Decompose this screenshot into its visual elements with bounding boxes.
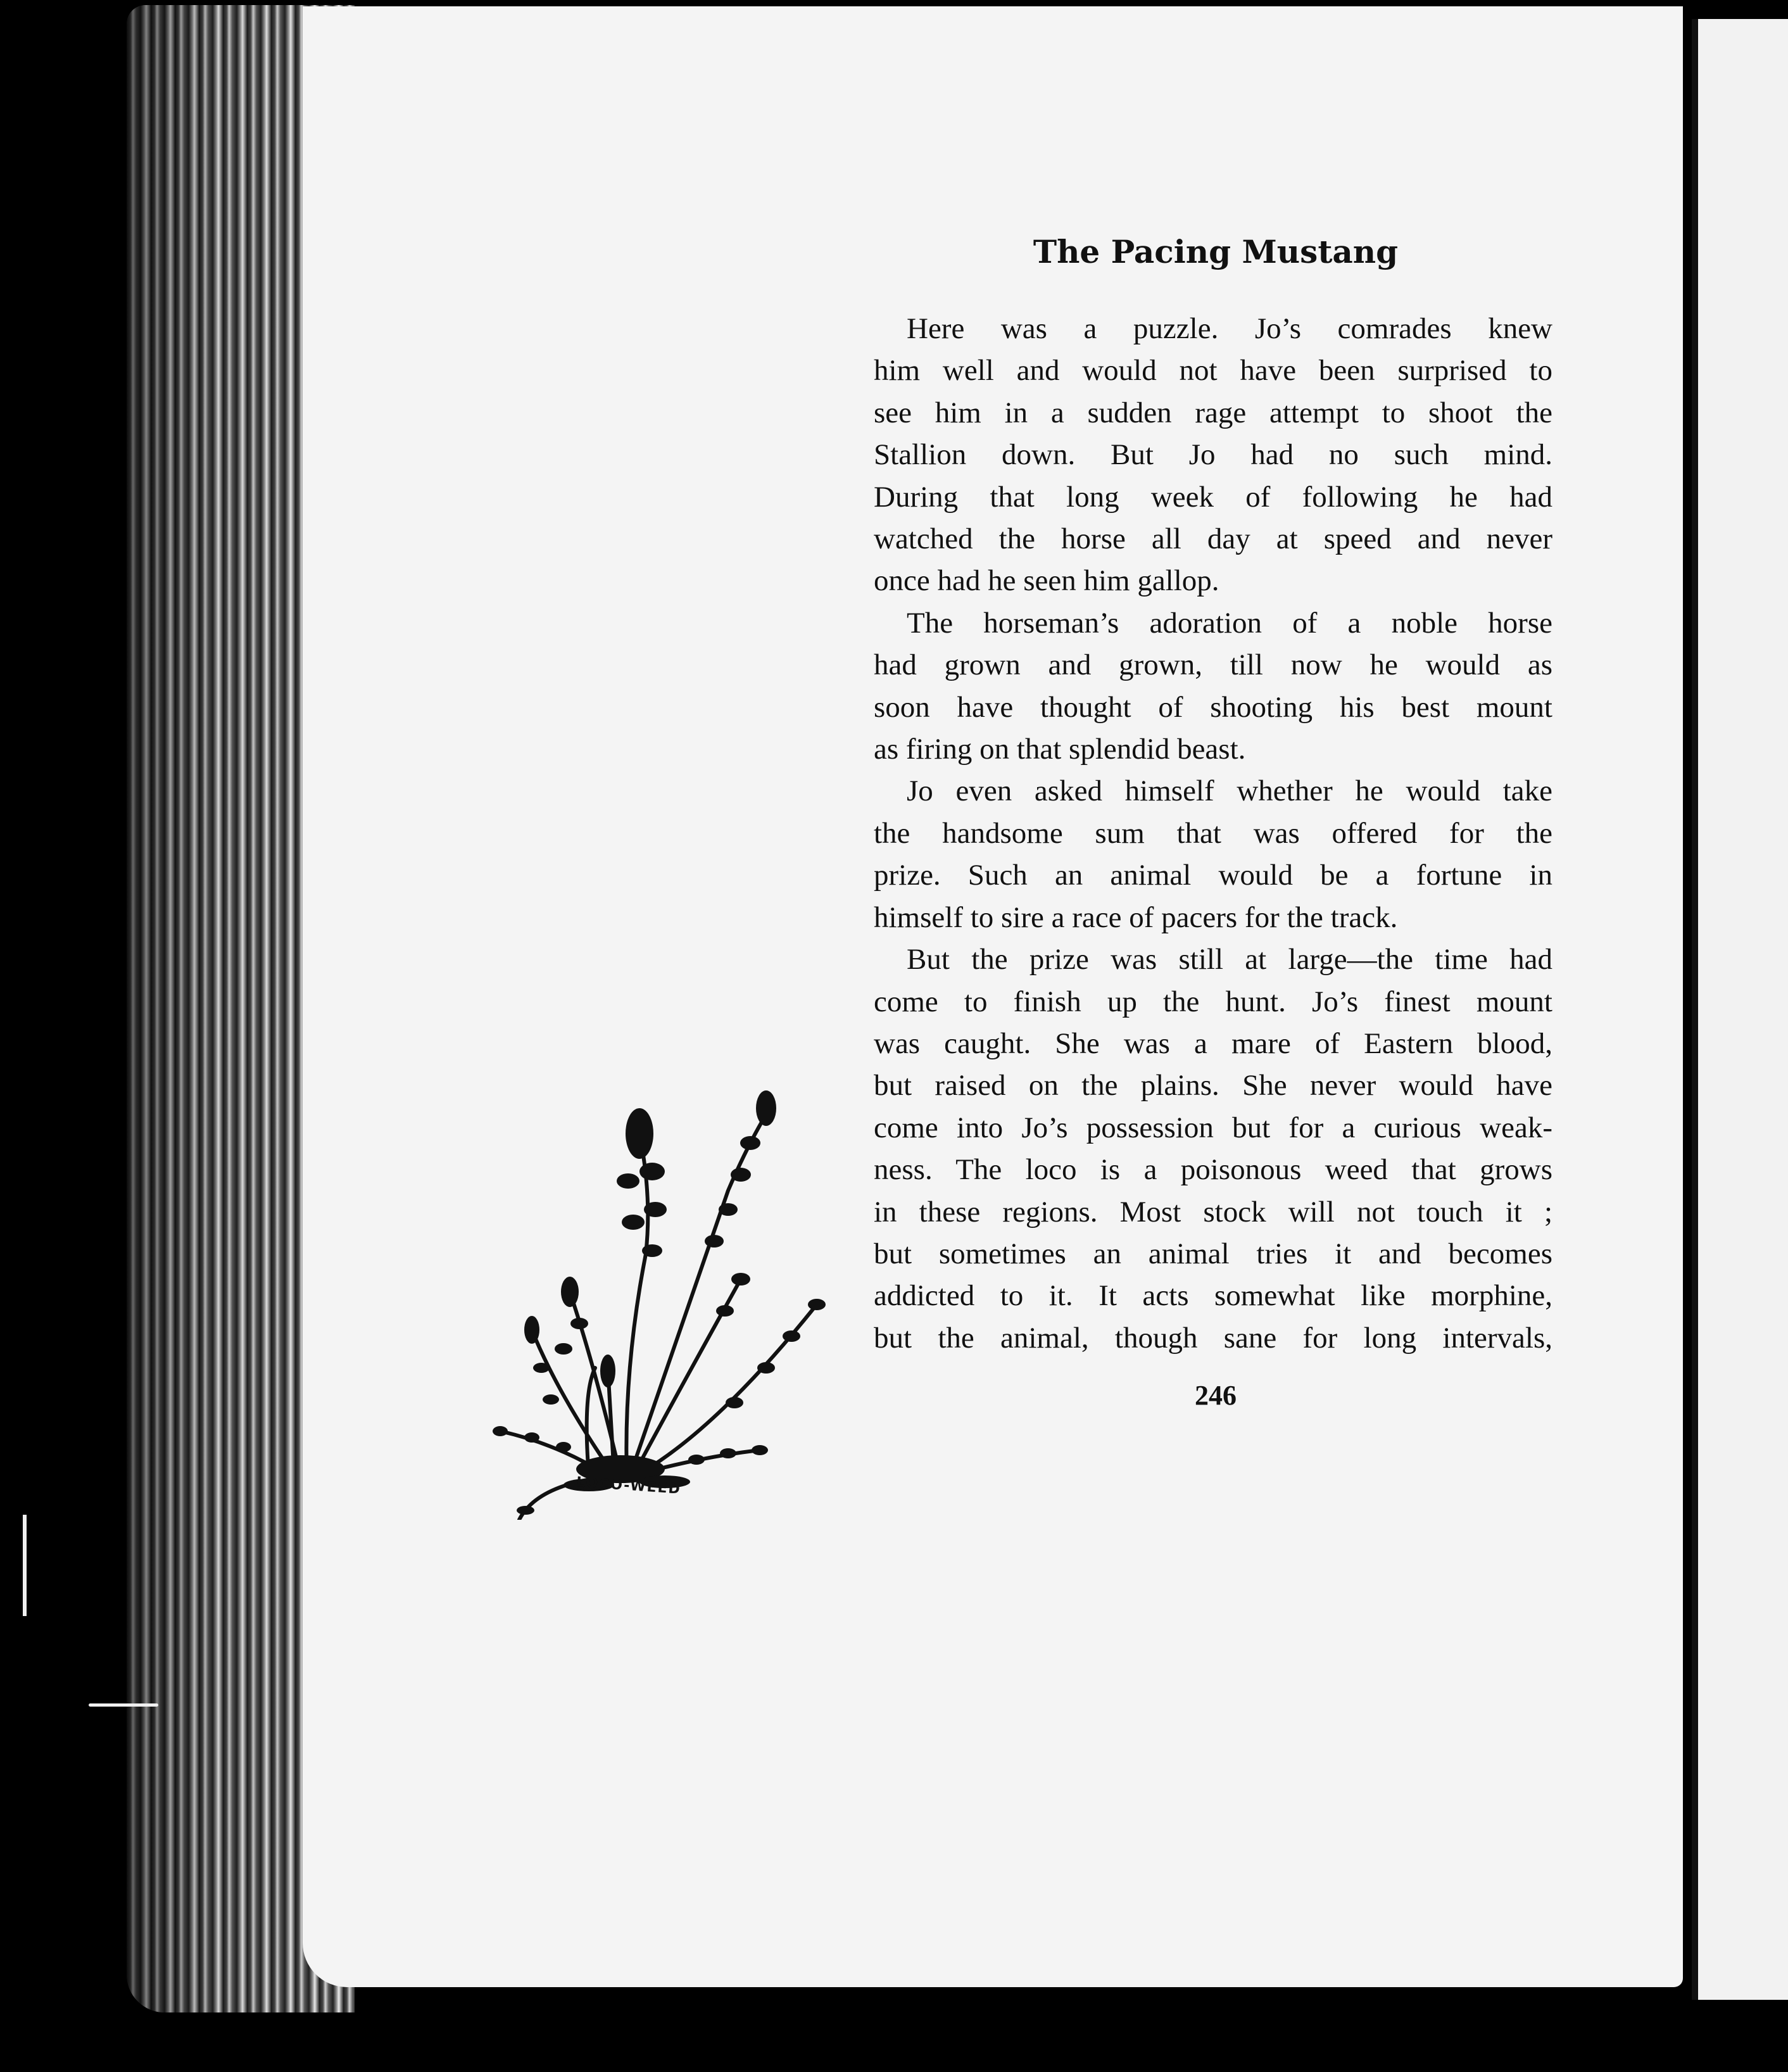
text-line: Jo even asked himself whether he would take (907, 774, 1552, 808)
text-line: Here was a puzzle. Jo’s comrades knew (907, 312, 1552, 345)
paragraph (874, 308, 1552, 602)
text-line: prize. Such an animal would be a fortune in (874, 859, 1552, 892)
adjacent-page (1692, 19, 1788, 2000)
paragraph (874, 770, 1552, 938)
text-line: During that long week of following he had (874, 480, 1552, 514)
text-line: had grown and grown, till now he would as (874, 648, 1552, 682)
page-number: 246 (1195, 1380, 1237, 1411)
loco-weed-plant-drawing-icon (462, 1039, 867, 1520)
text-line: was caught. She was a mare of Eastern blood, (874, 1027, 1552, 1060)
text-line: in these regions. Most stock will not touch it ; (874, 1195, 1552, 1229)
text-line: soon have thought of shooting his best mount (874, 690, 1552, 724)
text-line: but sometimes an animal tries it and becomes (874, 1237, 1552, 1270)
text-line: himself to sire a race of pacers for the track. (874, 900, 1398, 934)
illustration-caption: LOCO-WEED (576, 1474, 682, 1498)
text-line: come to finish up the hunt. Jo’s finest mount (874, 985, 1552, 1018)
text-line: ness. The loco is a poisonous weed that grows (874, 1153, 1552, 1187)
text-line: once had he seen him gallop. (874, 564, 1219, 598)
text-line: see him in a sudden rage attempt to shoot the (874, 396, 1552, 429)
body-text (874, 308, 1552, 1359)
text-line: him well and would not have been surprised to (874, 354, 1552, 388)
text-line: But the prize was still at large—the time had (907, 943, 1552, 976)
text-line: but raised on the plains. She never would have (874, 1069, 1552, 1102)
text-line: come into Jo’s possession but for a curious weak- (874, 1111, 1552, 1144)
paragraph (874, 602, 1552, 771)
text-line: but the animal, though sane for long intervals, (874, 1321, 1552, 1355)
text-line: watched the horse all day at speed and never (874, 522, 1552, 556)
text-line: Stallion down. But Jo had no such mind. (874, 438, 1552, 472)
text-line: addicted to it. It acts somewhat like morphine, (874, 1279, 1552, 1313)
text-line: the handsome sum that was offered for the (874, 816, 1552, 850)
scan-artifact-curve (89, 1703, 158, 1707)
running-head: The Pacing Mustang (1033, 233, 1399, 270)
scan-artifact-line (23, 1515, 27, 1616)
paragraph (874, 938, 1552, 1359)
text-line: The horseman’s adoration of a noble horse (907, 606, 1552, 640)
text-line: as firing on that splendid beast. (874, 733, 1246, 766)
